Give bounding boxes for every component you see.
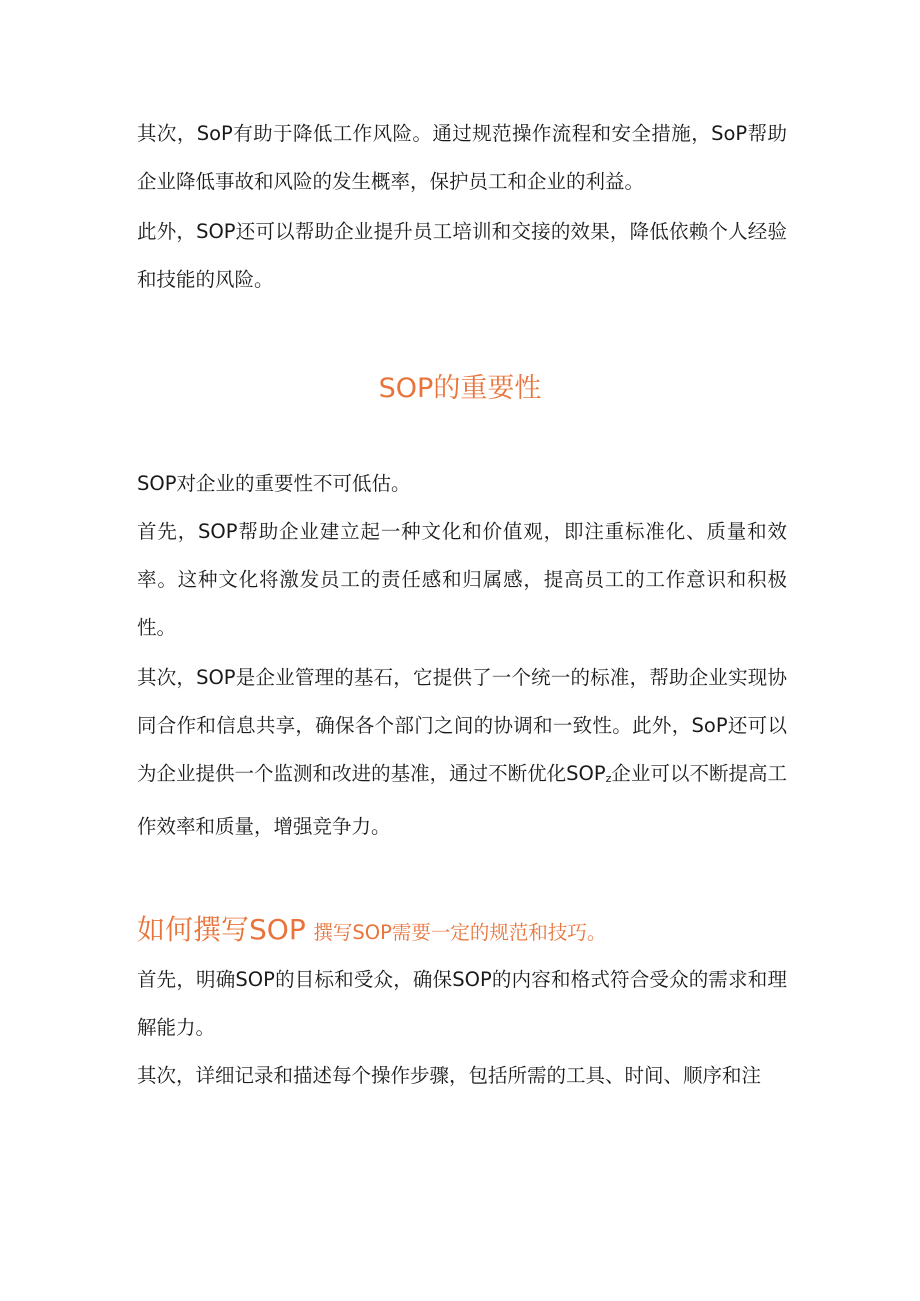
- paragraph-culture: 首先，SOP帮助企业建立起一种文化和价值观，即注重标准化、质量和效率。这种文化将激发员工的责任感和归属感，提高员工的工作意识和积极性。: [137, 520, 787, 639]
- paragraph-risk-reduction: 其次，SoP有助于降低工作风险。通过规范操作流程和安全措施，SoP帮助企业降低事故和风险的发生概率，保护员工和企业的利益。: [137, 122, 787, 193]
- paragraph-training: 此外，SOP还可以帮助企业提升员工培训和交接的效果，降低依赖个人经验和技能的风险。: [137, 220, 787, 291]
- paragraph-record-steps: 其次，详细记录和描述每个操作步骤，包括所需的工具、时间、顺序和注: [137, 1064, 762, 1087]
- heading-how-to-write-sub: 撰写SOP需要一定的规范和技巧。: [313, 921, 607, 944]
- paragraph-management-foundation: [137, 654, 787, 851]
- heading-how-to-write-sop: [137, 906, 606, 957]
- paragraph-define-goals: 首先，明确SOP的目标和受众，确保SOP的内容和格式符合受众的需求和理解能力。: [137, 968, 787, 1039]
- heading-sop-importance: SOP的重要性: [378, 373, 542, 404]
- paragraph-management-part-b: 企业可以不断提高工作效率和质量，增强竞争力。: [137, 762, 787, 838]
- paragraph-management-part-a: 其次，SOP是企业管理的基石，它提供了一个统一的标准，帮助企业实现协同合作和信息共享，确保各个部门之间的协调和一致性。此外，SoP还可以为企业提供一个监测和改进的基准，通过不断优化SOP: [137, 666, 787, 785]
- heading-how-to-write-main: 如何撰写SOP: [137, 913, 306, 946]
- paragraph-importance-intro: SOP对企业的重要性不可低估。: [137, 472, 411, 495]
- subscript-z: z: [605, 772, 612, 785]
